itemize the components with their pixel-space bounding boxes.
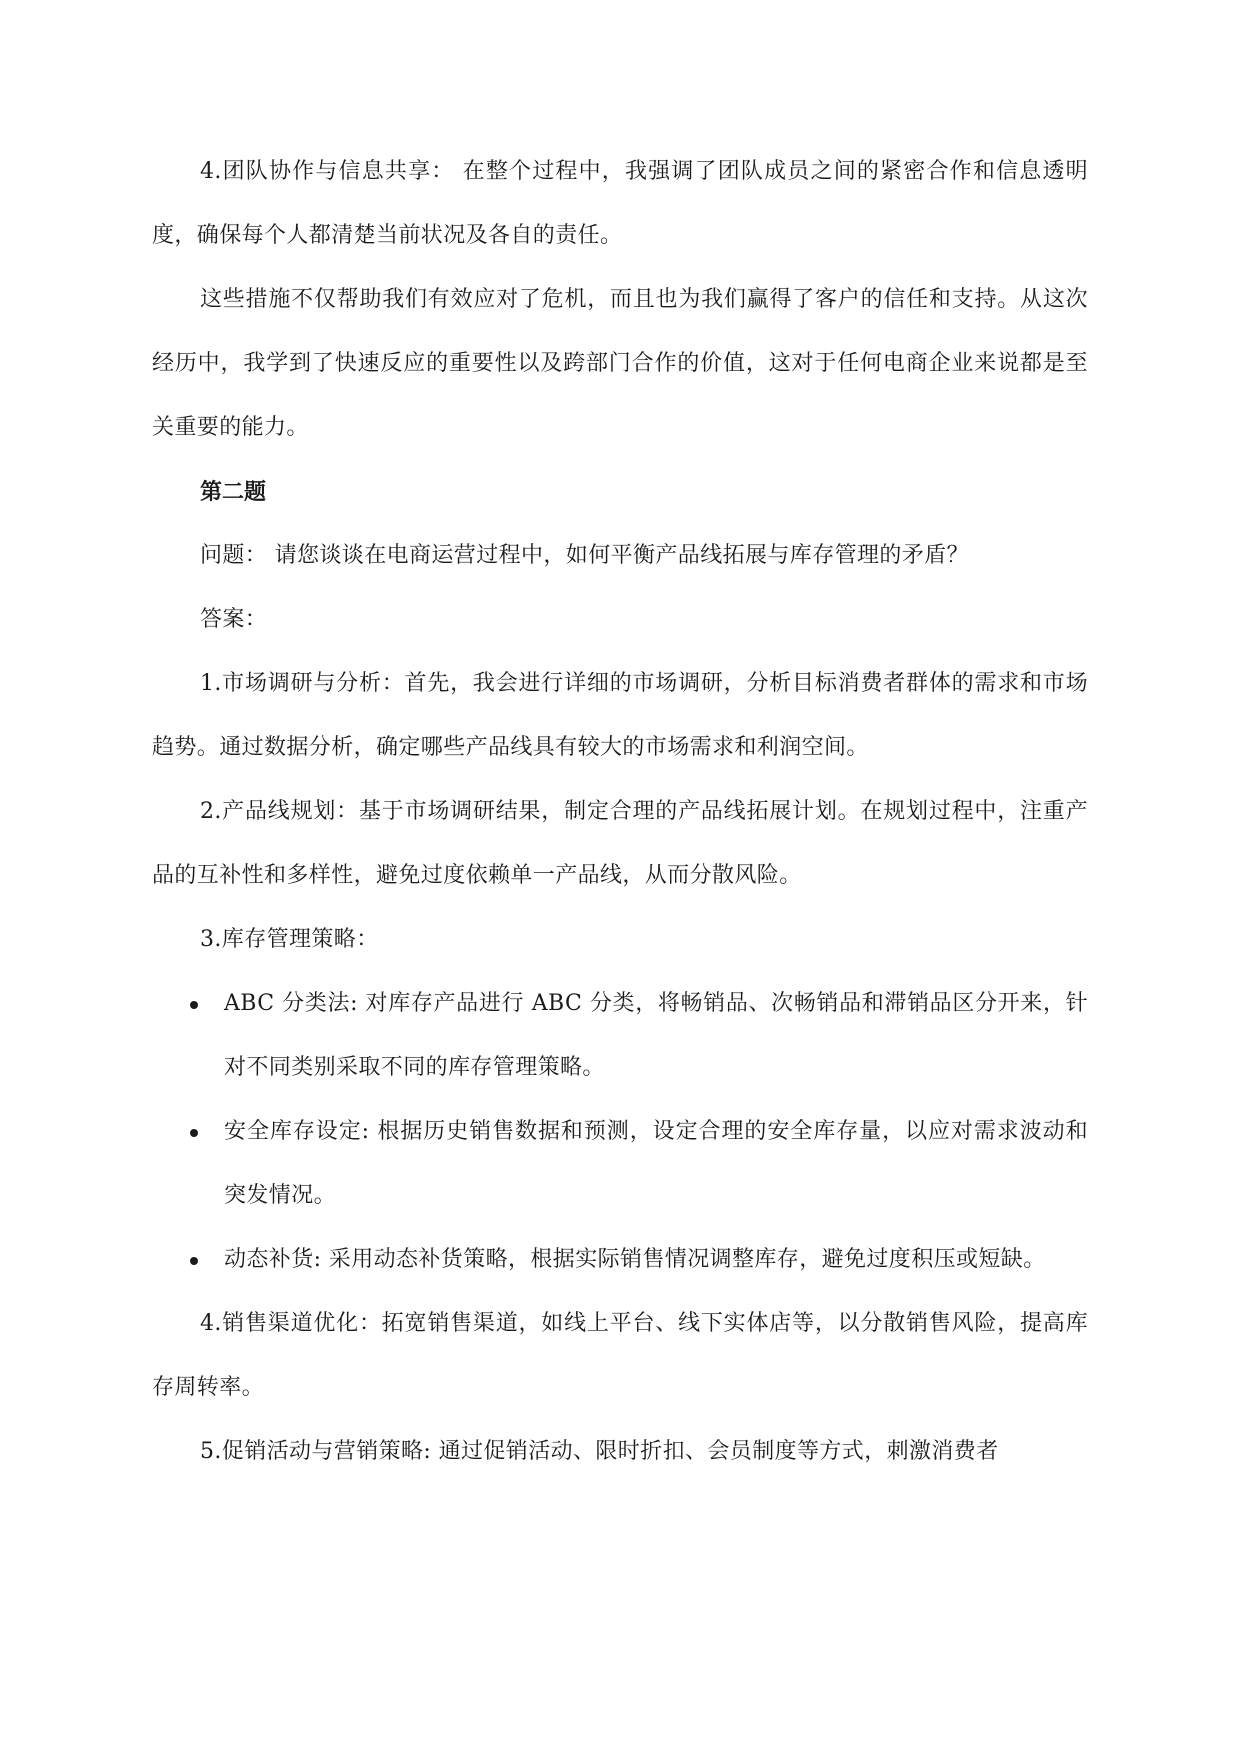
bullet-text-dynamic-replenishment: 动态补货: 采用动态补货策略，根据实际销售情况调整库存，避免过度积压或短缺。 bbox=[224, 1247, 1046, 1272]
list-item bbox=[152, 1100, 1088, 1228]
paragraph-team-collaboration: 4.团队协作与信息共享： 在整个过程中，我强调了团队成员之间的紧密合作和信息透明度，确保每个人都清楚当前状况及各自的责任。 bbox=[152, 159, 1088, 248]
answer-point-sales-channels: 4.销售渠道优化：拓宽销售渠道，如线上平台、线下实体店等，以分散销售风险，提高库存周转率。 bbox=[152, 1311, 1088, 1400]
bullet-text-safety-stock: 安全库存设定: 根据历史销售数据和预测，设定合理的安全库存量，以应对需求波动和突发情况。 bbox=[224, 1119, 1088, 1208]
inventory-bullet-list bbox=[152, 972, 1088, 1292]
answer-point-market-research: 1.市场调研与分析：首先，我会进行详细的市场调研，分析目标消费者群体的需求和市场趋势。通过数据分析，确定哪些产品线具有较大的市场需求和利润空间。 bbox=[152, 671, 1088, 760]
bullet-icon bbox=[190, 1257, 198, 1265]
answer-point-promotion: 5.促销活动与营销策略: 通过促销活动、限时折扣、会员制度等方式，刺激消费者 bbox=[200, 1439, 999, 1464]
bullet-text-abc: ABC 分类法: 对库存产品进行 ABC 分类，将畅销品、次畅销品和滞销品区分开来，针对不同类别采取不同的库存管理策略。 bbox=[224, 991, 1088, 1080]
paragraph-crisis-summary: 这些措施不仅帮助我们有效应对了危机，而且也为我们赢得了客户的信任和支持。从这次经历中，我学到了快速反应的重要性以及跨部门合作的价值，这对于任何电商企业来说都是至关重要的能力。 bbox=[152, 287, 1088, 440]
list-item bbox=[152, 972, 1088, 1100]
document-body bbox=[152, 140, 1088, 1484]
bullet-icon bbox=[190, 1129, 198, 1137]
answer-point-product-planning: 2.产品线规划：基于市场调研结果，制定合理的产品线拓展计划。在规划过程中，注重产品的互补性和多样性，避免过度依赖单一产品线，从而分散风险。 bbox=[152, 799, 1088, 888]
list-item bbox=[152, 1228, 1088, 1292]
answer-point-inventory-strategy: 3.库存管理策略： bbox=[200, 927, 379, 952]
question-text: 问题： 请您谈谈在电商运营过程中，如何平衡产品线拓展与库存管理的矛盾？ bbox=[200, 543, 969, 568]
answer-label: 答案： bbox=[200, 607, 268, 632]
section-title: 第二题 bbox=[200, 479, 267, 505]
bullet-icon bbox=[190, 1001, 198, 1009]
